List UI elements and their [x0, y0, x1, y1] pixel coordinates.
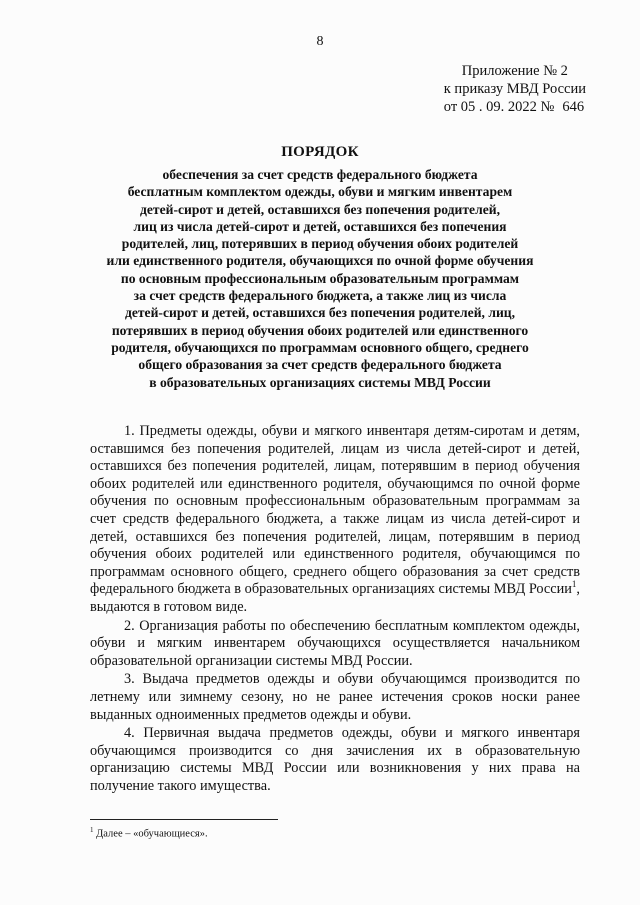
footnote-mark: 1	[90, 826, 94, 834]
number-prefix: №	[540, 99, 555, 115]
date-month: 09	[486, 99, 501, 115]
date-prefix: от	[443, 99, 458, 115]
footnote-reference: 1	[571, 579, 577, 590]
subtitle-line: за счет средств федерального бюджета, а также лиц из числа	[133, 288, 507, 304]
paragraph-1	[90, 423, 580, 617]
footnote-text: Далее – «обучающиеся».	[93, 828, 208, 840]
paragraph-1-text: 1. Предметы одежды, обуви и мягкого инвентаря детям-сиротам и детям, оставшимся без попечения родителей, лицам из числа детей-сирот и детей, оставшихся без попечения родителей, лицам, потерявшим в период обучения обоих родителей или единственного родителя, обучающимся по очной форме обучения по основным профессиональным образовательным программам за счет средств федерального бюджета, а также лицам из числа детей-сирот и детей, оставшихся без попечения родителей, лицам, потерявшим в период обучения обоих родителей или единственного родителя, обучающимся по программам основного общего, среднего общего образования за счет средств федерального бюджета в образовательных организациях системы МВД России	[90, 423, 580, 598]
page-number: 8	[316, 34, 324, 49]
paragraph-1-tail: , выдаются в готовом виде.	[90, 581, 580, 615]
subtitle-line: родителей, лиц, потерявших в период обучения обоих родителей	[121, 236, 519, 252]
subtitle-line: потерявших в период обучения обоих родителей или единственного	[111, 322, 529, 338]
subtitle-line: лиц из числа детей-сирот и детей, оставшихся без попечения	[133, 218, 507, 234]
date-separator: .	[478, 99, 483, 115]
footnote	[90, 826, 208, 840]
date-year: . 2022	[500, 99, 537, 115]
document-subtitle	[70, 166, 570, 391]
footnote-divider	[90, 819, 278, 820]
paragraph-2: 2. Организация работы по обеспечению бесплатным комплектом одежды, обуви и мягким инвентарем обучающихся осуществляется начальником образовательной организации системы МВД России.	[90, 617, 580, 669]
date-day: 05	[460, 99, 476, 115]
subtitle-line: обеспечения за счет средств федерального бюджета	[162, 167, 478, 182]
subtitle-line: или единственного родителя, обучающихся по очной форме обучения	[106, 253, 534, 269]
appendix-date-line	[444, 98, 586, 116]
appendix-block	[444, 62, 586, 116]
appendix-title: Приложение № 2	[461, 63, 568, 79]
subtitle-line: детей-сирот и детей, оставшихся без попечения родителей, лиц,	[124, 305, 516, 321]
order-number: 646	[562, 99, 585, 115]
paragraph-3: 3. Выдача предметов одежды и обуви обучающимся производится по летнему или зимнему сезону, но не ранее истечения сроков носки ранее выданных одноименных предметов одежды и обуви.	[90, 671, 580, 723]
paragraph-4: 4. Первичная выдача предметов одежды, обуви и мягкого инвентаря обучающимся производится со дня зачисления их в образовательную организацию системы МВД России или возникновения у них права на получение такого имущества.	[90, 725, 580, 794]
subtitle-line: родителя, обучающихся по программам основного общего, среднего	[111, 339, 529, 355]
document-title: ПОРЯДОК	[281, 144, 359, 160]
subtitle-line: бесплатным комплектом одежды, обуви и мягким инвентарем	[127, 184, 513, 200]
subtitle-line: в образовательных организациях системы МВД России	[149, 374, 491, 390]
subtitle-line: общего образования за счет средств федерального бюджета	[138, 357, 502, 373]
document-body	[90, 423, 580, 795]
subtitle-line: по основным профессиональным образовательным программам	[120, 270, 520, 286]
subtitle-line: детей-сирот и детей, оставшихся без попечения родителей,	[140, 201, 500, 217]
appendix-order-ref: к приказу МВД России	[443, 81, 586, 97]
